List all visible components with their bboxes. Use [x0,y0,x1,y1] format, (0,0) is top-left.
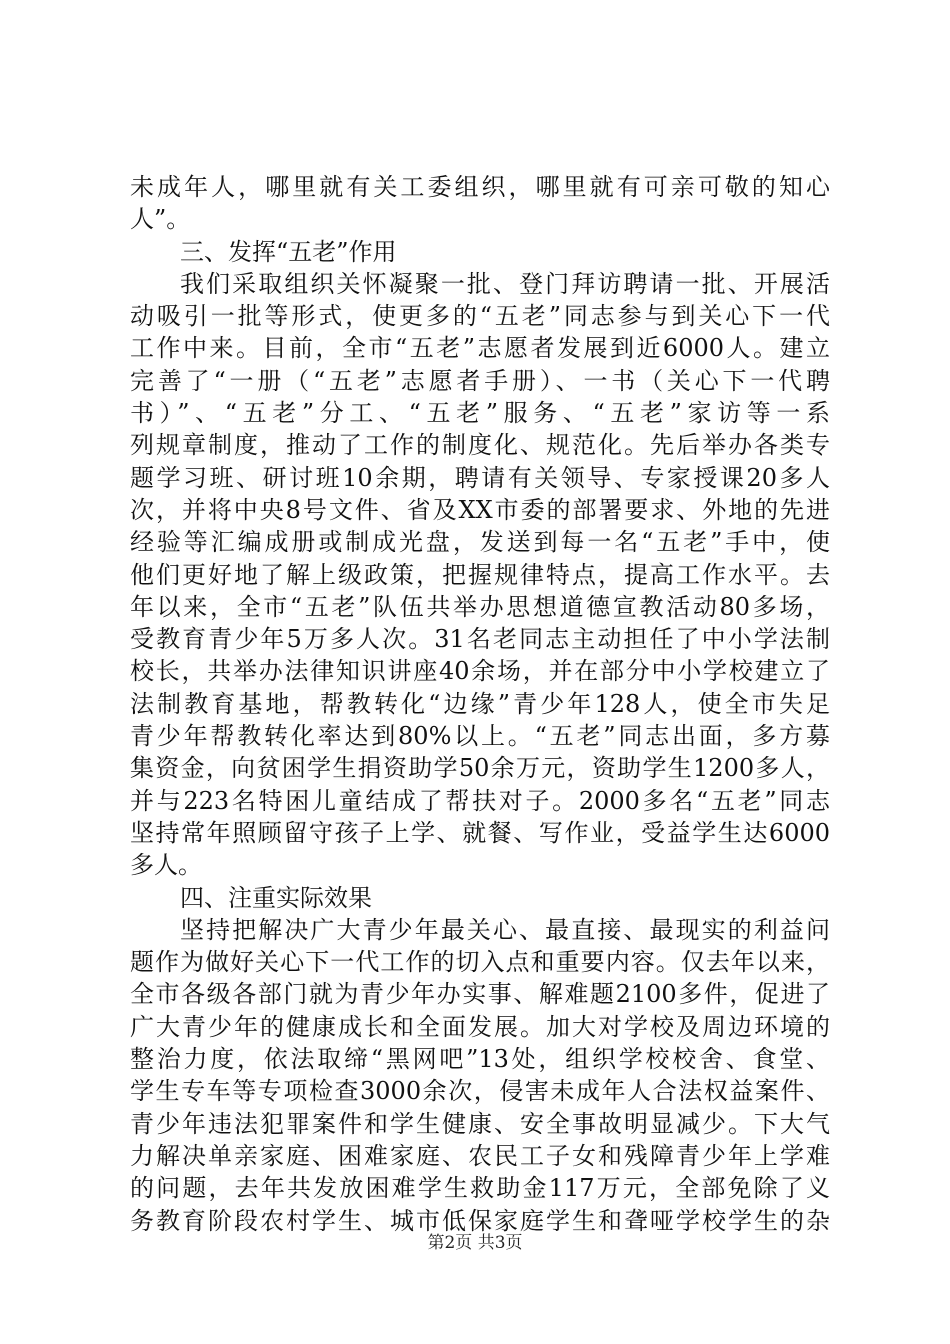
body-line: 人”。 [130,205,191,234]
body-line: 务教育阶段农村学生、城市低保家庭学生和聋哑学校学生的杂 [130,1206,830,1235]
section-heading: 三、发挥“五老”作用 [180,237,397,266]
section-heading: 四、注重实际效果 [180,883,372,912]
body-line: 他们更好地了解上级政策，把握规律特点，提高工作水平。去 [130,560,830,589]
body-line: 坚持把解决广大青少年最关心、最直接、最现实的利益问 [180,915,830,944]
body-line: 我们采取组织关怀凝聚一批、登门拜访聘请一批、开展活 [180,269,830,298]
body-line: 青少年违法犯罪案件和学生健康、安全事故明显减少。下大气 [130,1109,830,1138]
body-line: 受教育青少年5万多人次。31名老同志主动担任了中小学法制 [130,625,830,654]
body-line: 整治力度，依法取缔“黑网吧”13处，组织学校校舍、食堂、 [130,1045,830,1074]
body-line: 书）”、“五老”分工、“五老”服务、“五老”家访等一系 [130,399,830,428]
body-line: 经验等汇编成册或制成光盘，发送到每一名“五老”手中，使 [130,528,830,557]
body-line: 多人。 [130,851,202,880]
body-line: 青少年帮教转化率达到80%以上。“五老”同志出面，多方募 [130,722,830,751]
body-line: 校长，共举办法律知识讲座40余场，并在部分中小学校建立了 [130,657,830,686]
body-line: 工作中来。目前，全市“五老”志愿者发展到近6000人。建立 [130,334,830,363]
body-line: 动吸引一批等形式，使更多的“五老”同志参与到关心下一代 [130,302,830,331]
body-line: 学生专车等专项检查3000余次，侵害未成年人合法权益案件、 [130,1077,830,1106]
body-line: 全市各级各部门就为青少年办实事、解难题2100多件，促进了 [130,980,830,1009]
page-number-footer: 第2页 共3页 [427,1233,523,1253]
body-line: 的问题，去年共发放困难学生救助金117万元，全部免除了义 [130,1174,830,1203]
body-line: 坚持常年照顾留守孩子上学、就餐、写作业，受益学生达6000 [130,818,830,847]
body-line: 并与223名特困儿童结成了帮扶对子。2000多名“五老”同志 [130,786,830,815]
body-line: 列规章制度，推动了工作的制度化、规范化。先后举办各类专 [130,431,830,460]
body-line: 力解决单亲家庭、困难家庭、农民工子女和残障青少年上学难 [130,1141,830,1170]
body-line: 次，并将中央8号文件、省及XX市委的部署要求、外地的先进 [130,495,830,524]
body-line: 完善了“一册（“五老”志愿者手册）、一书（关心下一代聘 [130,366,830,395]
body-line: 题作为做好关心下一代工作的切入点和重要内容。仅去年以来， [130,948,830,977]
body-line: 年以来，全市“五老”队伍共举办思想道德宣教活动80多场， [130,592,830,621]
body-line: 集资金，向贫困学生捐资助学50余万元，资助学生1200多人， [130,754,830,783]
body-line: 法制教育基地，帮教转化“边缘”青少年128人，使全市失足 [130,689,830,718]
body-line: 广大青少年的健康成长和全面发展。加大对学校及周边环境的 [130,1012,830,1041]
body-line: 题学习班、研讨班10余期，聘请有关领导、专家授课20多人 [130,463,830,492]
body-line: 未成年人，哪里就有关工委组织，哪里就有可亲可敬的知心 [130,173,830,201]
document-body [130,171,830,1237]
